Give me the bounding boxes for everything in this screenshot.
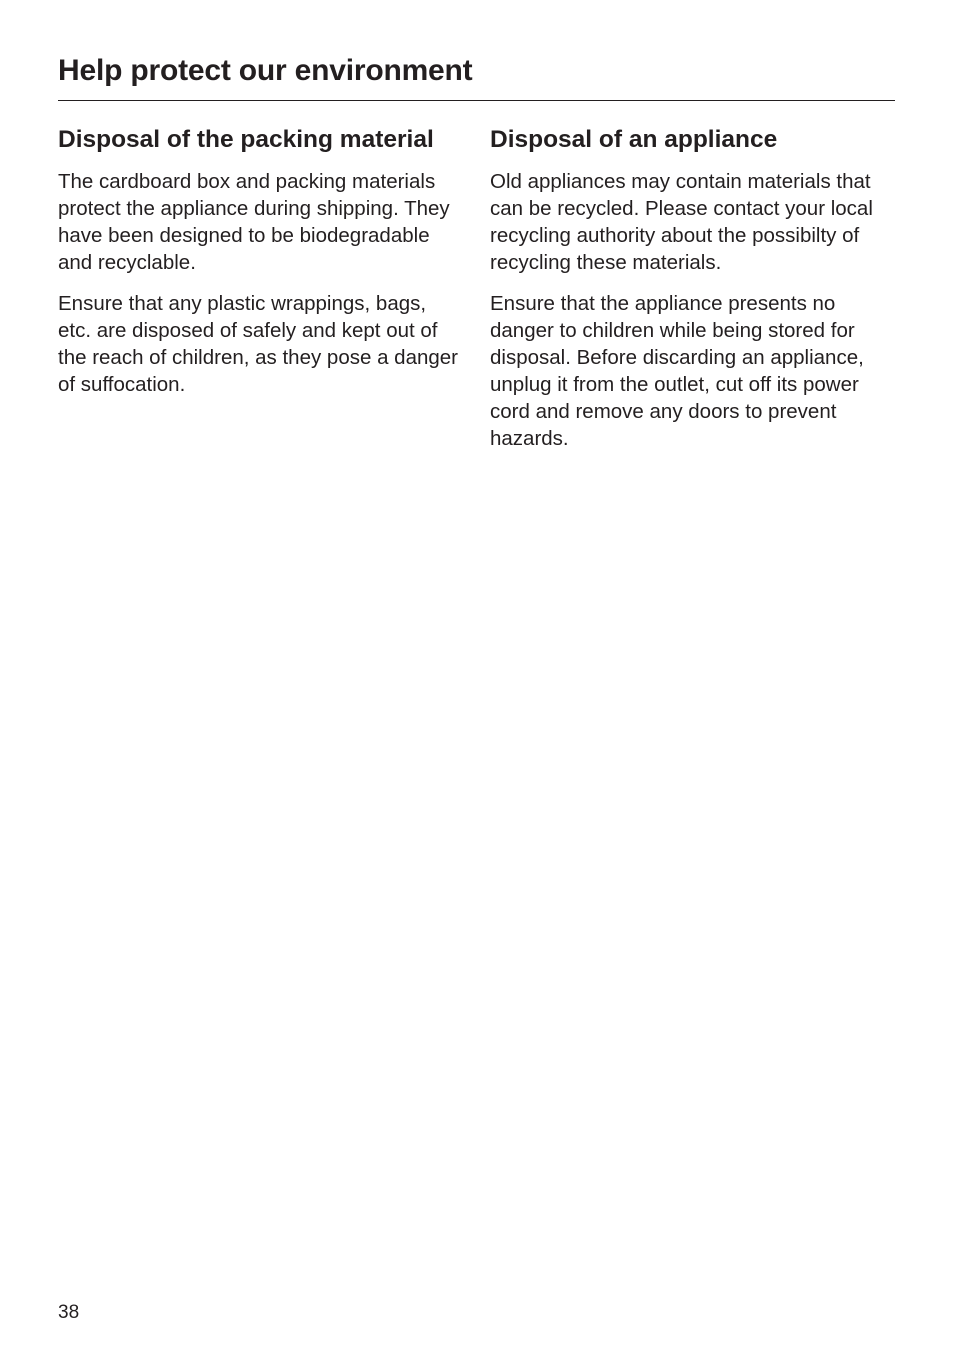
appliance-paragraph-2: Ensure that the appliance presents no danger to children while being stored for disposal. Before discarding an appliance, unplug it from the outlet, cut off its power cord and remove any doors to prevent hazards. bbox=[490, 292, 864, 450]
section-packing-disposal bbox=[58, 124, 458, 412]
section-appliance-disposal bbox=[490, 124, 890, 466]
section-heading-packing: Disposal of the packing material bbox=[58, 126, 434, 153]
section-heading-appliance: Disposal of an appliance bbox=[490, 126, 778, 153]
title-divider bbox=[58, 100, 895, 101]
page-number: 38 bbox=[58, 1302, 80, 1323]
packing-paragraph-1: The cardboard box and packing materials protect the appliance during shipping. They have been designed to be biodegradable and recyclable. bbox=[58, 170, 450, 274]
page-title: Help protect our environment bbox=[58, 54, 473, 87]
appliance-paragraph-1: Old appliances may contain materials that can be recycled. Please contact your local recycling authority about the possibilty of recycling these materials. bbox=[490, 170, 873, 274]
packing-paragraph-2: Ensure that any plastic wrappings, bags, etc. are disposed of safely and kept out of the reach of children, as they pose a danger of suffocation. bbox=[58, 292, 459, 396]
